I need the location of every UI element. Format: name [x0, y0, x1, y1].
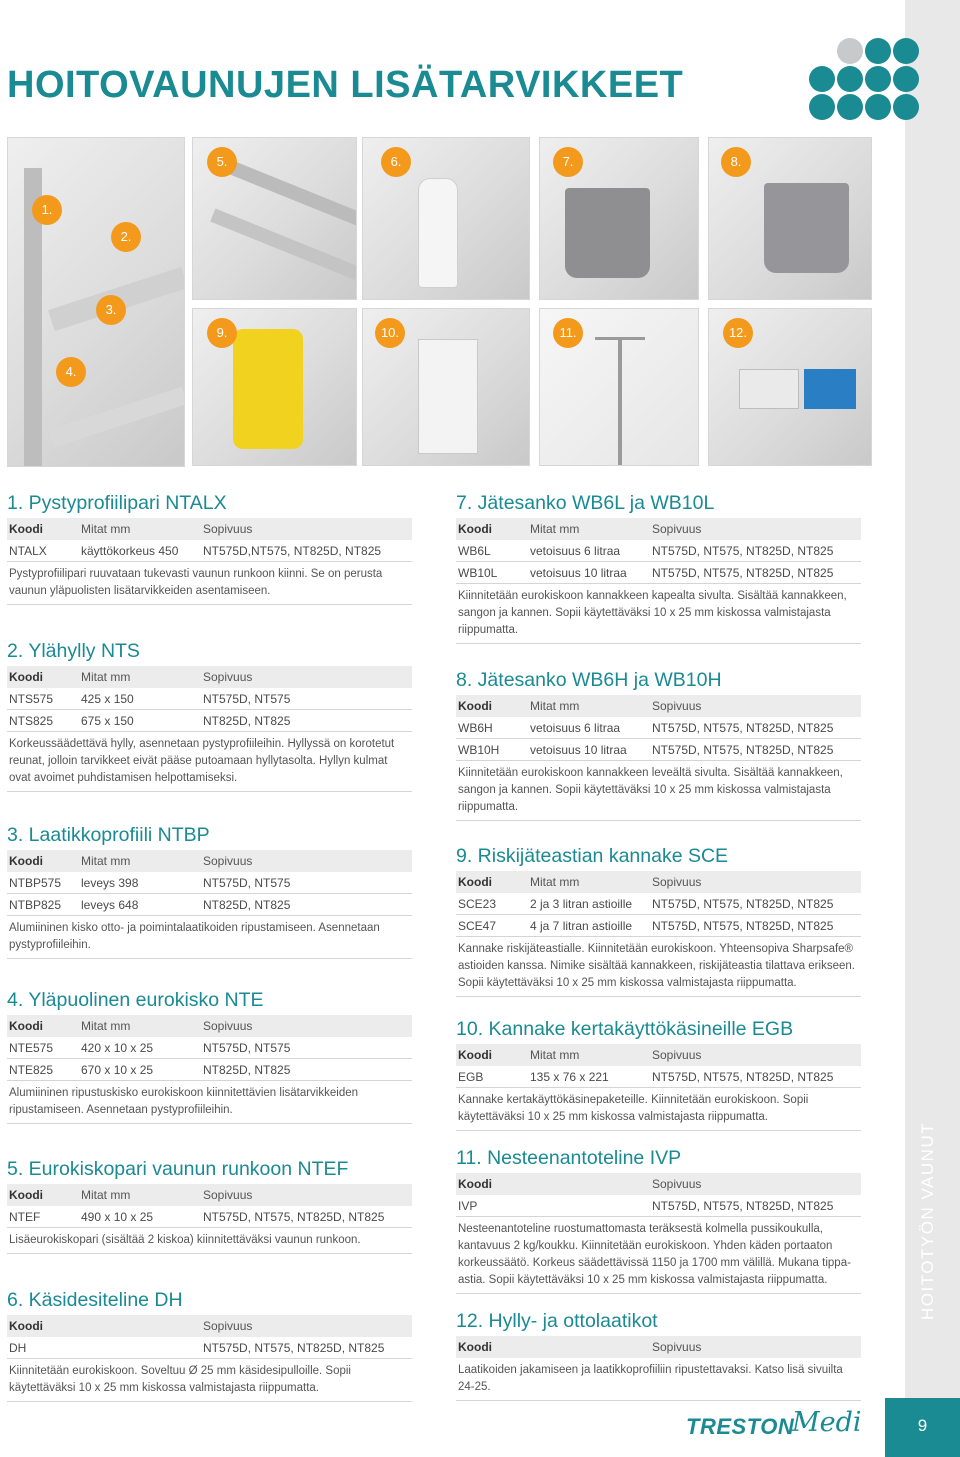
table-header: Koodi Sopivuus: [456, 1336, 861, 1358]
section-2: [7, 636, 412, 792]
section-title: 5. Eurokiskopari vaunun runkoon NTEF: [7, 1158, 349, 1180]
table-row: NTALX käyttökorkeus 450 NT575D,NT575, NT825D, NT825: [7, 540, 412, 562]
badge-8: 8.: [721, 147, 751, 177]
section-title: 4. Yläpuolinen eurokisko NTE: [7, 989, 264, 1011]
table-header: Koodi Mitat mm Sopivuus: [7, 850, 412, 872]
table-header: Koodi Mitat mm Sopivuus: [7, 1184, 412, 1206]
section-8: [456, 665, 861, 821]
section-title: 11. Nesteenantoteline IVP: [456, 1147, 682, 1169]
section-title: 1. Pystyprofiilipari NTALX: [7, 492, 227, 514]
section-title: 9. Riskijäteastian kannake SCE: [456, 845, 729, 867]
badge-11: 11.: [553, 318, 583, 348]
table-row: WB6L vetoisuus 6 litraa NT575D, NT575, NT825D, NT825: [456, 540, 861, 562]
table-row: SCE23 2 ja 3 litran astioille NT575D, NT575, NT825D, NT825: [456, 893, 861, 915]
table-row: NTBP575 leveys 398 NT575D, NT575: [7, 872, 412, 894]
section-title: 8. Jätesanko WB6H ja WB10H: [456, 669, 722, 691]
table-header: Koodi Mitat mm Sopivuus: [456, 871, 861, 893]
table-row: WB10L vetoisuus 10 litraa NT575D, NT575, NT825D, NT825: [456, 562, 861, 584]
section-10: [456, 1014, 861, 1131]
section-description: Korkeussäädettävä hylly, asennetaan pystyprofiileihin. Hyllyssä on korotetut reunat, jolloin tarvikkeet eivät pääse putoamaan hyllytasolta. Hyllyn kulmat ovat avoimet puhdistamisen helpottamiseksi.: [7, 732, 412, 792]
section-description: Laatikoiden jakamiseen ja laatikkoprofiiliin ripustettavaksi. Katso lisä sivuilta 24-25.: [456, 1358, 861, 1401]
section-description: Kiinnitetään eurokiskoon. Soveltuu Ø 25 mm käsidesipulloille. Sopii käytettäväksi 10 x 25 mm kiskossa valmistajasta riippumatta.: [7, 1359, 412, 1402]
section-title: 7. Jätesanko WB6L ja WB10L: [456, 492, 715, 514]
section-title: 12. Hylly- ja ottolaatikot: [456, 1310, 658, 1332]
table-header: Koodi Mitat mm Sopivuus: [456, 1044, 861, 1066]
badge-9: 9.: [207, 318, 237, 348]
section-title: 2. Ylähylly NTS: [7, 640, 140, 662]
section-title: 3. Laatikkoprofiili NTBP: [7, 824, 210, 846]
badge-1: 1.: [32, 195, 62, 225]
table-row: WB6H vetoisuus 6 litraa NT575D, NT575, NT825D, NT825: [456, 717, 861, 739]
table-header: Koodi Sopivuus: [7, 1315, 412, 1337]
logo-brand: TRESTON: [686, 1414, 795, 1439]
badge-6: 6.: [381, 147, 411, 177]
table-row: NTS575 425 x 150 NT575D, NT575: [7, 688, 412, 710]
page-title: HOITOVAUNUJEN LISÄTARVIKKEET: [7, 64, 684, 106]
table-header: Koodi Mitat mm Sopivuus: [7, 518, 412, 540]
table-header: Koodi Mitat mm Sopivuus: [456, 695, 861, 717]
section-description: Kannake kertakäyttökäsinepaketeille. Kiinnitetään eurokiskoon. Sopii käytettäväksi 10 x 25 mm kiskossa valmistajasta riippumatta.: [456, 1088, 861, 1131]
table-row: NTS825 675 x 150 NT825D, NT825: [7, 710, 412, 732]
section-1: [7, 488, 412, 605]
side-label: HOITOTYÖN VAUNUT: [918, 1121, 937, 1320]
section-9: [456, 841, 861, 997]
table-row: DH NT575D, NT575, NT825D, NT825: [7, 1337, 412, 1359]
table-header: Koodi Mitat mm Sopivuus: [7, 1015, 412, 1037]
section-description: Kannake riskijäteastialle. Kiinnitetään eurokiskoon. Yhteensopiva Sharpsafe® astioiden kanssa. Nimike sisältää kannakkeen, riskijäteastia tilattava erikseen. Sopii käytettäväksi 10 x 25 mm kiskossa valmistajasta riippumatta.: [456, 937, 861, 997]
section-4: [7, 985, 412, 1124]
section-description: Lisäeurokiskopari (sisältää 2 kiskoa) kiinnitettäväksi vaunun runkoon.: [7, 1228, 412, 1254]
table-row: NTEF 490 x 10 x 25 NT575D, NT575, NT825D, NT825: [7, 1206, 412, 1228]
section-3: [7, 820, 412, 959]
table-header: Koodi Sopivuus: [456, 1173, 861, 1195]
table-header: Koodi Mitat mm Sopivuus: [7, 666, 412, 688]
section-title: 6. Käsidesiteline DH: [7, 1289, 183, 1311]
table-row: NTBP825 leveys 648 NT825D, NT825: [7, 894, 412, 916]
section-description: Alumiininen ripustuskisko eurokiskoon kiinnitettävien lisätarvikkeiden ripustamiseen. Asennetaan pystyprofiileihin.: [7, 1081, 412, 1124]
badge-10: 10.: [375, 318, 405, 348]
badge-12: 12.: [723, 318, 753, 348]
table-row: WB10H vetoisuus 10 litraa NT575D, NT575, NT825D, NT825: [456, 739, 861, 761]
badge-5: 5.: [207, 147, 237, 177]
badge-3: 3.: [96, 295, 126, 325]
table-row: NTE825 670 x 10 x 25 NT825D, NT825: [7, 1059, 412, 1081]
treston-medi-logo: [686, 1407, 866, 1445]
table-row: NTE575 420 x 10 x 25 NT575D, NT575: [7, 1037, 412, 1059]
section-12: [456, 1306, 861, 1401]
section-title: 10. Kannake kertakäyttökäsineille EGB: [456, 1018, 794, 1040]
section-11: [456, 1143, 861, 1294]
badge-4: 4.: [56, 357, 86, 387]
table-row: SCE47 4 ja 7 litran astioille NT575D, NT575, NT825D, NT825: [456, 915, 861, 937]
section-5: [7, 1154, 412, 1254]
section-description: Kiinnitetään eurokiskoon kannakkeen kapealta sivulta. Sisältää kannakkeen, sangon ja kannen. Sopii käytettäväksi 10 x 25 mm kiskossa valmistajasta riippumatta.: [456, 584, 861, 644]
section-7: [456, 488, 861, 644]
section-description: Nesteenantoteline ruostumattomasta teräksestä kolmella pussikoukulla, kantavuus 2 kg/koukku. Kiinnitetään eurokiskoon. Yhden käden portaaton korkeussäätö. Korkeus säädettävissä 1150 ja 1700 mm välillä. Mukana tippa-astia. Sopii käytettäväksi 10 x 25 mm kiskossa valmistajasta riippumatta.: [456, 1217, 861, 1294]
table-row: EGB 135 x 76 x 221 NT575D, NT575, NT825D, NT825: [456, 1066, 861, 1088]
section-6: [7, 1285, 412, 1402]
section-description: Pystyprofiilipari ruuvataan tukevasti vaunun runkoon kiinni. Se on perusta vaunun yläpuolisten lisätarvikkeiden asentamiseen.: [7, 562, 412, 605]
badge-7: 7.: [553, 147, 583, 177]
page-number: 9: [917, 1416, 928, 1435]
badge-2: 2.: [111, 222, 141, 252]
table-header: Koodi Mitat mm Sopivuus: [456, 518, 861, 540]
section-description: Alumiininen kisko otto- ja poimintalaatikoiden ripustamiseen. Asennetaan pystyprofiileihin.: [7, 916, 412, 959]
logo-script: Medi: [792, 1407, 862, 1438]
photo-profiles: [7, 137, 185, 467]
section-description: Kiinnitetään eurokiskoon kannakkeen leveältä sivulta. Sisältää kannakkeen, sangon ja kannen. Sopii käytettäväksi 10 x 25 mm kiskossa valmistajasta riippumatta.: [456, 761, 861, 821]
dot-pattern-logo: [805, 38, 915, 126]
table-row: IVP NT575D, NT575, NT825D, NT825: [456, 1195, 861, 1217]
